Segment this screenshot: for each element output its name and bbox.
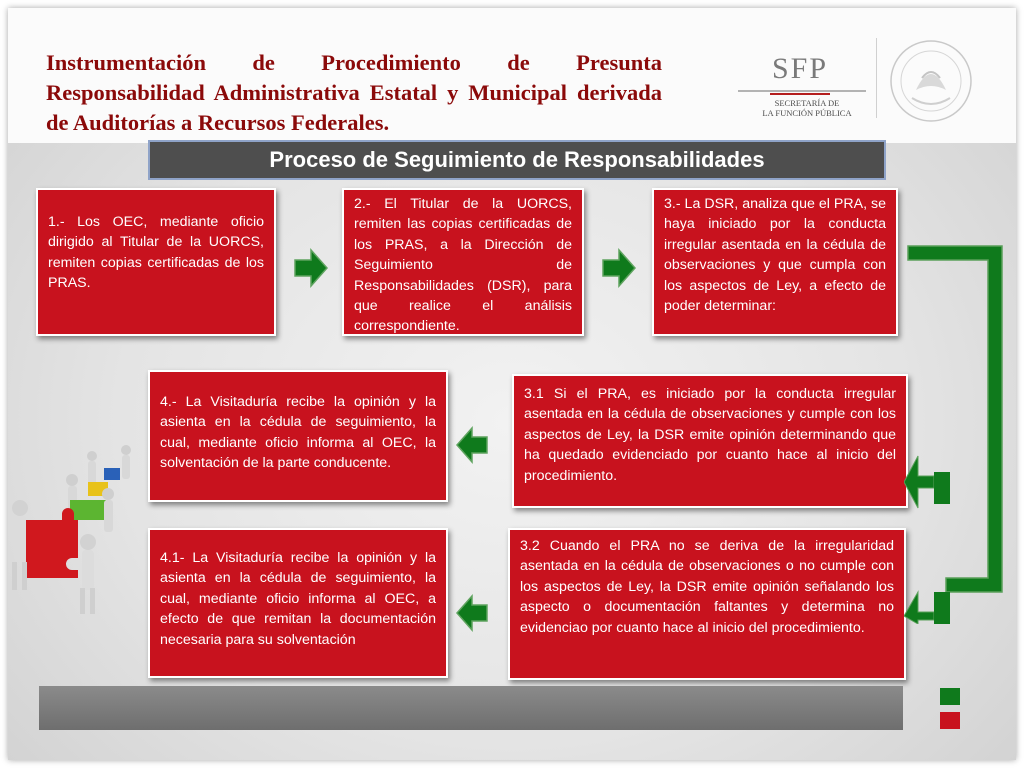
step-4-1-box	[148, 528, 448, 678]
page-title: Instrumentación de Procedimiento de Presunta Responsabilidad Administrativa Estatal y Municipal derivada de Auditorías a Recursos Federales.	[46, 50, 662, 135]
sfp-logo-text: SFP	[772, 52, 829, 85]
step-1-box	[36, 188, 276, 336]
step-1-text: 1.- Los OEC, mediante oficio dirigido al Titular de la UORCS, remiten copias certificadas de los PRAS.	[48, 214, 264, 292]
green-arrow-left-icon	[455, 426, 489, 464]
green-arrow-right-icon	[293, 248, 329, 288]
step-4-box	[148, 370, 448, 502]
green-arrow-right-icon	[601, 248, 637, 288]
sfp-logo	[730, 50, 870, 120]
logo-subtitle-line2: LA FUNCIÓN PÚBLICA	[762, 108, 852, 118]
green-arrow-left-icon	[455, 594, 489, 632]
step-2-box	[342, 188, 584, 336]
footer-red-square	[940, 712, 960, 729]
header-separator	[876, 38, 877, 118]
section-banner: Proceso de Seguimiento de Responsabilidades	[148, 140, 886, 180]
logo-subtitle	[748, 98, 866, 118]
logo-subtitle-line1: SECRETARÍA DE	[774, 98, 840, 108]
step-4-text: 4.- La Visitaduría recibe la opinión y la asienta en la cédula de seguimiento, la cual, mediante oficio informa al OEC, la solventación de la parte conducente.	[160, 394, 436, 472]
slide	[8, 8, 1016, 760]
step-3-box	[652, 188, 898, 336]
step-2-text: 2.- El Titular de la UORCS, remiten las copias certificadas de los PRAS, a la Dirección de Seguimiento de Responsabilidades (DSR), para que realice el análisis correspondiente.	[354, 196, 572, 335]
puzzle-people-illustration	[8, 438, 158, 618]
national-seal-icon	[888, 38, 974, 124]
logo-divider	[738, 90, 866, 92]
step-3-1-box	[512, 374, 908, 508]
footer-green-square	[940, 688, 960, 705]
step-3-1-text: 3.1 Si el PRA, es iniciado por la conducta irregular asentada en la cédula de observaciones y cumple con los aspectos de Ley, la DSR emite opinión determinando que ha quedado evidenciado por cuanto hace al inicio del procedimiento.	[524, 386, 896, 484]
step-3-2-box	[508, 528, 906, 680]
logo-divider-red	[770, 93, 830, 95]
footer-bar	[39, 686, 903, 730]
branch-connector-icon	[904, 240, 1008, 624]
step-4-1-text: 4.1- La Visitaduría recibe la opinión y la asienta en la cédula de seguimiento, la cual, mediante oficio informa al OEC, a efecto de que remitan la documentación necesaria para su solventación	[160, 550, 436, 648]
step-3-text: 3.- La DSR, analiza que el PRA, se haya iniciado por la conducta irregular asentada en la cédula de observaciones y que cumpla con los aspectos de Ley, a efecto de poder determinar:	[664, 196, 886, 315]
step-3-2-text: 3.2 Cuando el PRA no se deriva de la irregularidad asentada en la cédula de observaciones o no cumple con los aspectos de Ley, la DSR emite opinión señalando los aspecto o documentación faltantes y determina no evidenciao por cuanto hace al inicio del procedimiento.	[520, 538, 894, 636]
